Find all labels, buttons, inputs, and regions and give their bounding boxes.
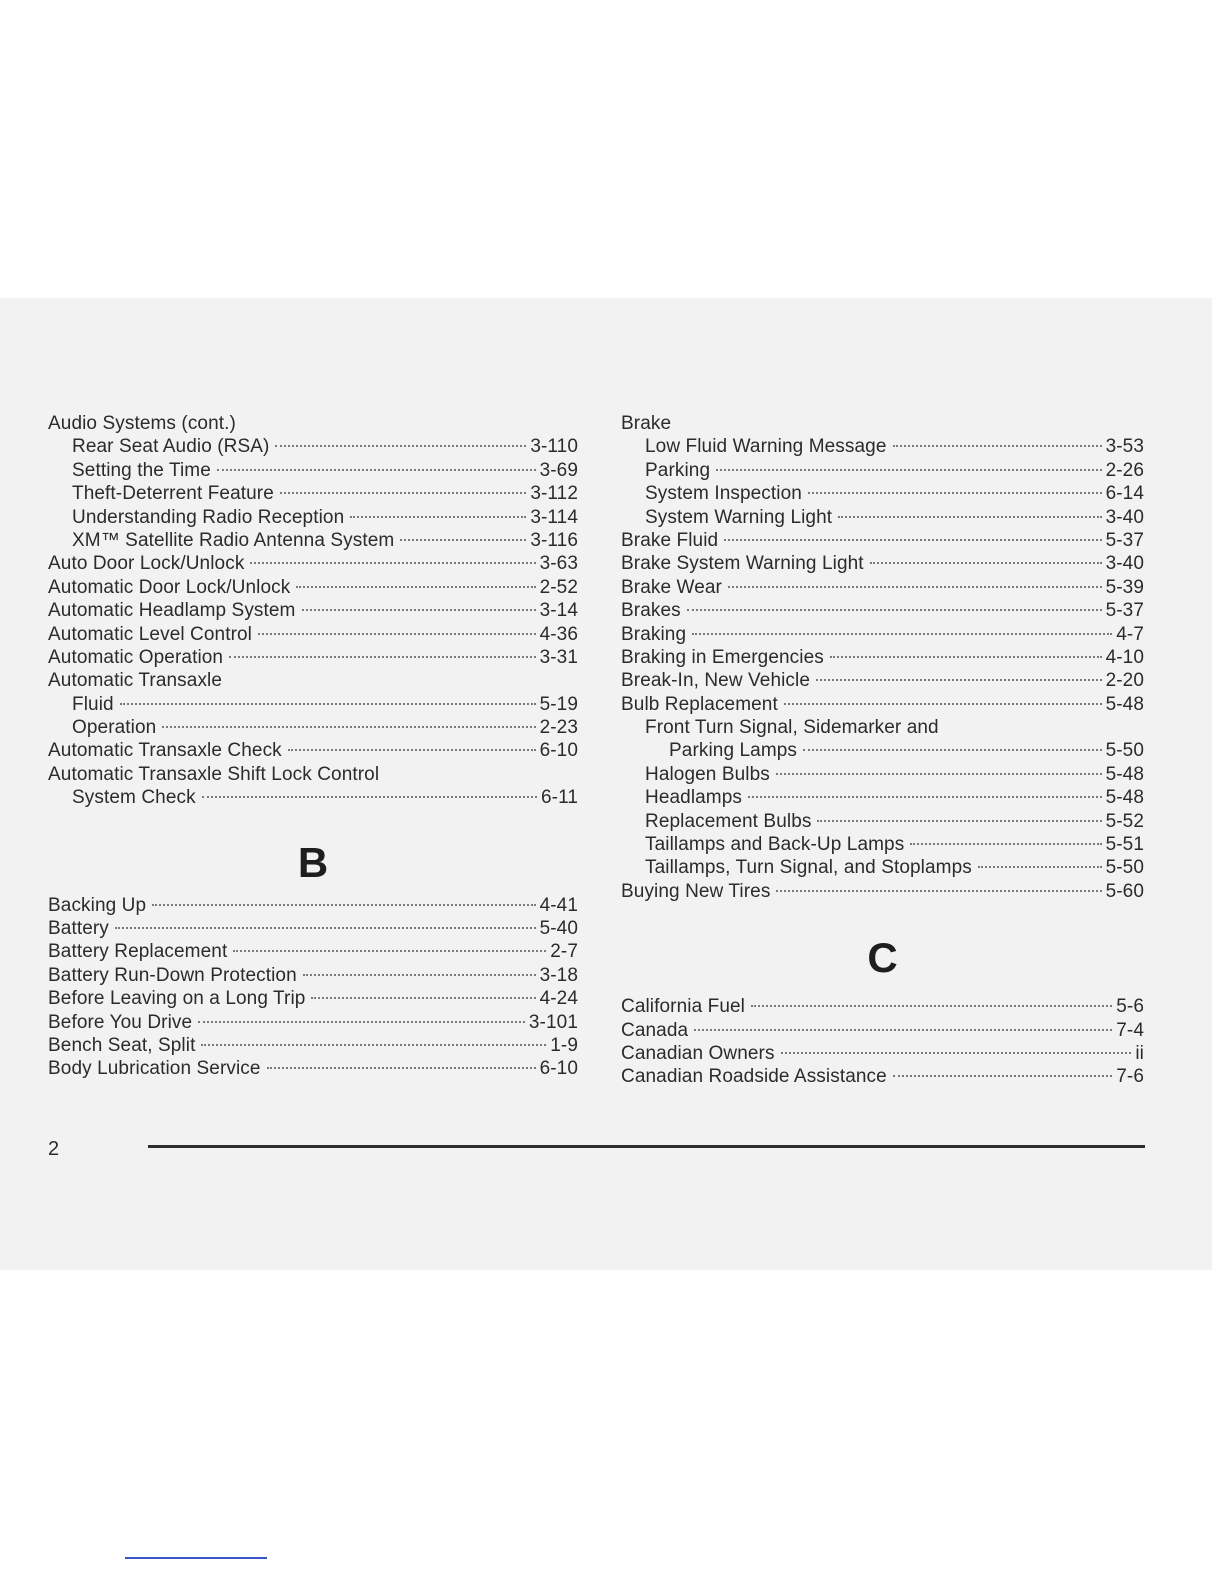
dot-leader — [162, 726, 535, 728]
index-entry-page: 5-50 — [1105, 857, 1144, 879]
index-entry — [48, 1011, 578, 1034]
dot-leader — [275, 445, 526, 447]
dot-leader — [803, 749, 1102, 751]
dot-leader — [808, 492, 1102, 494]
dot-leader — [201, 1044, 546, 1046]
index-entry-page: 4-24 — [539, 988, 578, 1010]
index-entry — [621, 482, 1144, 505]
index-entry-label: Automatic Operation — [48, 646, 224, 668]
index-entry-page: 7-6 — [1116, 1066, 1144, 1088]
index-entry — [48, 763, 578, 786]
dot-leader — [751, 1005, 1112, 1007]
dot-leader — [267, 1067, 536, 1069]
index-entry-page: 6-10 — [539, 1058, 578, 1080]
index-entry — [621, 786, 1144, 809]
section-heading-b: B — [297, 838, 329, 886]
index-entry-label: Low Fluid Warning Message — [645, 436, 887, 458]
dot-leader — [784, 703, 1102, 705]
index-entry-page: 4-7 — [1116, 623, 1144, 645]
index-entry-label: Headlamps — [645, 787, 743, 809]
index-entry-label: Battery Run-Down Protection — [48, 964, 297, 986]
dot-leader — [250, 562, 535, 564]
index-entry — [48, 412, 578, 435]
index-entry-page: 2-7 — [550, 941, 578, 963]
index-entry-label: Canadian Roadside Assistance — [621, 1066, 887, 1088]
index-entry — [621, 995, 1144, 1018]
index-entry-page: 2-20 — [1105, 670, 1144, 692]
index-entry-list — [621, 995, 1144, 1089]
dot-leader — [229, 656, 535, 658]
dot-leader — [978, 866, 1102, 868]
index-entry-page: 3-40 — [1105, 506, 1144, 528]
index-entry — [621, 435, 1144, 458]
index-entry-label: Automatic Transaxle Check — [48, 740, 282, 762]
index-entry-label: System Inspection — [645, 483, 802, 505]
dot-leader — [694, 1029, 1112, 1031]
dot-leader — [724, 539, 1101, 541]
index-entry-label: Canada — [621, 1019, 689, 1041]
index-entry-label: Automatic Door Lock/Unlock — [48, 576, 291, 598]
index-entry-label: Braking — [621, 623, 687, 645]
index-entry — [48, 716, 578, 739]
index-entry — [621, 412, 1144, 435]
dot-leader — [202, 796, 537, 798]
section-heading-c: C — [867, 934, 898, 982]
index-entry-page: 5-6 — [1116, 996, 1144, 1018]
index-entry-label: Brakes — [621, 600, 681, 622]
index-entry-page: 1-9 — [550, 1034, 578, 1056]
index-entry-label: Canadian Owners — [621, 1042, 775, 1064]
index-entry-label: Taillamps, Turn Signal, and Stoplamps — [645, 857, 972, 879]
dot-leader — [910, 843, 1101, 845]
index-entry — [621, 856, 1144, 879]
index-entry — [621, 880, 1144, 903]
index-entry-label: Auto Door Lock/Unlock — [48, 553, 245, 575]
index-entry — [48, 623, 578, 646]
index-entry — [621, 763, 1144, 786]
index-entry — [48, 482, 578, 505]
index-entry-label: System Check — [72, 787, 196, 809]
index-entry — [48, 599, 578, 622]
dot-leader — [120, 703, 536, 705]
dot-leader — [816, 679, 1102, 681]
index-entry — [48, 1034, 578, 1057]
index-entry-page: 3-18 — [539, 964, 578, 986]
index-entry-label: Before You Drive — [48, 1011, 193, 1033]
index-entry-page: 5-48 — [1105, 693, 1144, 715]
index-entry-page: 3-69 — [539, 459, 578, 481]
dot-leader — [302, 609, 536, 611]
blue-underline — [125, 1557, 267, 1559]
index-entry-label: Break-In, New Vehicle — [621, 670, 811, 692]
index-entry-label: Front Turn Signal, Sidemarker and — [645, 717, 939, 739]
index-left-column — [48, 412, 578, 1081]
index-entry-page: 3-114 — [530, 506, 578, 528]
index-entry-page: 3-116 — [530, 529, 578, 551]
dot-leader — [893, 1075, 1112, 1077]
index-entry-page: 3-14 — [539, 600, 578, 622]
dot-leader — [303, 974, 536, 976]
index-entry-label: Brake Fluid — [621, 529, 719, 551]
dot-leader — [728, 586, 1102, 588]
index-entry-label: Fluid — [72, 693, 114, 715]
dot-leader — [152, 904, 535, 906]
index-entry-label: Automatic Transaxle — [48, 670, 223, 692]
index-entry-page: 3-101 — [528, 1011, 578, 1033]
index-entry-page: 3-53 — [1105, 436, 1144, 458]
dot-leader — [692, 633, 1112, 635]
index-entry-page: 5-50 — [1105, 740, 1144, 762]
dot-leader — [280, 492, 526, 494]
index-entry-page: 6-11 — [540, 787, 578, 809]
index-right-column — [621, 412, 1144, 1089]
dot-leader — [748, 796, 1102, 798]
index-entry-label: Rear Seat Audio (RSA) — [72, 436, 270, 458]
dot-leader — [893, 445, 1102, 447]
index-entry — [48, 552, 578, 575]
index-entry-list — [48, 412, 578, 810]
index-entry-label: XM™ Satellite Radio Antenna System — [72, 529, 395, 551]
index-entry-page: 4-36 — [539, 623, 578, 645]
index-entry-label: Automatic Headlamp System — [48, 600, 296, 622]
index-entry — [48, 693, 578, 716]
index-entry-label: Buying New Tires — [621, 880, 771, 902]
index-entry-list — [48, 894, 578, 1081]
index-entry-label: System Warning Light — [645, 506, 833, 528]
dot-leader — [781, 1052, 1132, 1054]
dot-leader — [115, 927, 536, 929]
index-entry-page: 5-37 — [1105, 600, 1144, 622]
dot-leader — [296, 586, 535, 588]
index-entry-label: Automatic Level Control — [48, 623, 253, 645]
page-number: 2 — [48, 1138, 60, 1160]
index-entry-label: Brake — [621, 413, 672, 434]
index-entry-page: 3-110 — [530, 436, 578, 458]
dot-leader — [217, 469, 536, 471]
index-entry-page: 5-60 — [1105, 880, 1144, 902]
index-entry-page: 3-40 — [1105, 553, 1144, 575]
index-entry — [48, 576, 578, 599]
index-entry-label: California Fuel — [621, 996, 745, 1018]
dot-leader — [350, 516, 526, 518]
index-entry-label: Bulb Replacement — [621, 693, 778, 715]
index-entry — [621, 1019, 1144, 1042]
index-entry-label: Braking in Emergencies — [621, 646, 824, 668]
index-entry-label: Before Leaving on a Long Trip — [48, 988, 306, 1010]
index-entry — [621, 716, 1144, 739]
index-entry — [48, 894, 578, 917]
index-entry-page: 6-14 — [1105, 483, 1144, 505]
index-entry-label: Parking Lamps — [669, 740, 798, 762]
index-entry-label: Brake Wear — [621, 576, 722, 598]
index-entry-page: 3-31 — [539, 646, 578, 668]
index-entry — [621, 576, 1144, 599]
index-entry-page: 5-52 — [1105, 810, 1144, 832]
index-entry-label: Understanding Radio Reception — [72, 506, 345, 528]
index-entry-label: Theft-Deterrent Feature — [72, 483, 274, 505]
index-entry-label: Brake System Warning Light — [621, 553, 864, 575]
index-entry-label: Audio Systems (cont.) — [48, 413, 236, 434]
index-entry — [621, 833, 1144, 856]
index-entry-label: Backing Up — [48, 894, 147, 916]
index-entry-label: Operation — [72, 717, 157, 739]
index-entry-page: 5-48 — [1105, 787, 1144, 809]
index-entry-label: Setting the Time — [72, 459, 211, 481]
index-entry-page: 3-112 — [530, 483, 578, 505]
dot-leader — [311, 997, 535, 999]
index-entry-page: ii — [1135, 1042, 1144, 1064]
index-entry-page: 2-26 — [1105, 459, 1144, 481]
index-entry-label: Taillamps and Back-Up Lamps — [645, 834, 905, 856]
index-entry — [621, 529, 1144, 552]
index-entry-page: 6-10 — [539, 740, 578, 762]
index-entry — [621, 459, 1144, 482]
dot-leader — [400, 539, 526, 541]
index-entry-page: 3-63 — [539, 553, 578, 575]
index-entry — [621, 693, 1144, 716]
index-entry — [48, 1057, 578, 1080]
index-entry — [621, 1042, 1144, 1065]
index-entry — [48, 917, 578, 940]
dot-leader — [817, 820, 1101, 822]
index-entry-page: 2-23 — [539, 717, 578, 739]
index-entry — [48, 435, 578, 458]
index-entry-page: 5-19 — [539, 693, 578, 715]
dot-leader — [687, 609, 1102, 611]
index-entry-label: Battery Replacement — [48, 941, 228, 963]
index-entry-label: Bench Seat, Split — [48, 1034, 196, 1056]
index-entry — [621, 599, 1144, 622]
index-entry — [48, 646, 578, 669]
index-entry-page: 5-48 — [1105, 763, 1144, 785]
index-entry-page: 4-41 — [539, 894, 578, 916]
index-entry — [621, 810, 1144, 833]
index-entry — [48, 506, 578, 529]
dot-leader — [258, 633, 536, 635]
index-entry-page: 5-39 — [1105, 576, 1144, 598]
index-entry — [621, 1065, 1144, 1088]
dot-leader — [830, 656, 1102, 658]
index-entry — [621, 646, 1144, 669]
index-entry — [621, 623, 1144, 646]
index-entry-page: 5-51 — [1105, 834, 1144, 856]
index-entry-list — [621, 412, 1144, 903]
index-entry-label: Body Lubrication Service — [48, 1058, 261, 1080]
index-entry-page: 7-4 — [1116, 1019, 1144, 1041]
dot-leader — [838, 516, 1101, 518]
index-entry-page: 4-10 — [1105, 646, 1144, 668]
index-entry — [48, 669, 578, 692]
index-entry-page: 5-40 — [539, 918, 578, 940]
index-entry — [48, 987, 578, 1010]
index-entry-label: Automatic Transaxle Shift Lock Control — [48, 763, 380, 785]
index-entry — [48, 940, 578, 963]
index-entry — [48, 786, 578, 809]
index-entry — [621, 552, 1144, 575]
dot-leader — [233, 950, 546, 952]
index-entry — [48, 529, 578, 552]
dot-leader — [870, 562, 1102, 564]
index-entry-page: 5-37 — [1105, 529, 1144, 551]
dot-leader — [716, 469, 1101, 471]
index-entry-label: Halogen Bulbs — [645, 763, 770, 785]
index-entry — [621, 739, 1144, 762]
dot-leader — [198, 1021, 525, 1023]
index-entry-label: Battery — [48, 918, 109, 940]
footer-rule — [148, 1145, 1145, 1148]
index-entry — [48, 739, 578, 762]
index-entry-label: Parking — [645, 459, 711, 481]
index-entry-label: Replacement Bulbs — [645, 810, 812, 832]
index-entry — [48, 459, 578, 482]
index-entry — [621, 506, 1144, 529]
index-entry-page: 2-52 — [539, 576, 578, 598]
dot-leader — [288, 749, 536, 751]
dot-leader — [776, 890, 1101, 892]
index-entry — [621, 669, 1144, 692]
index-entry — [48, 964, 578, 987]
dot-leader — [776, 773, 1102, 775]
